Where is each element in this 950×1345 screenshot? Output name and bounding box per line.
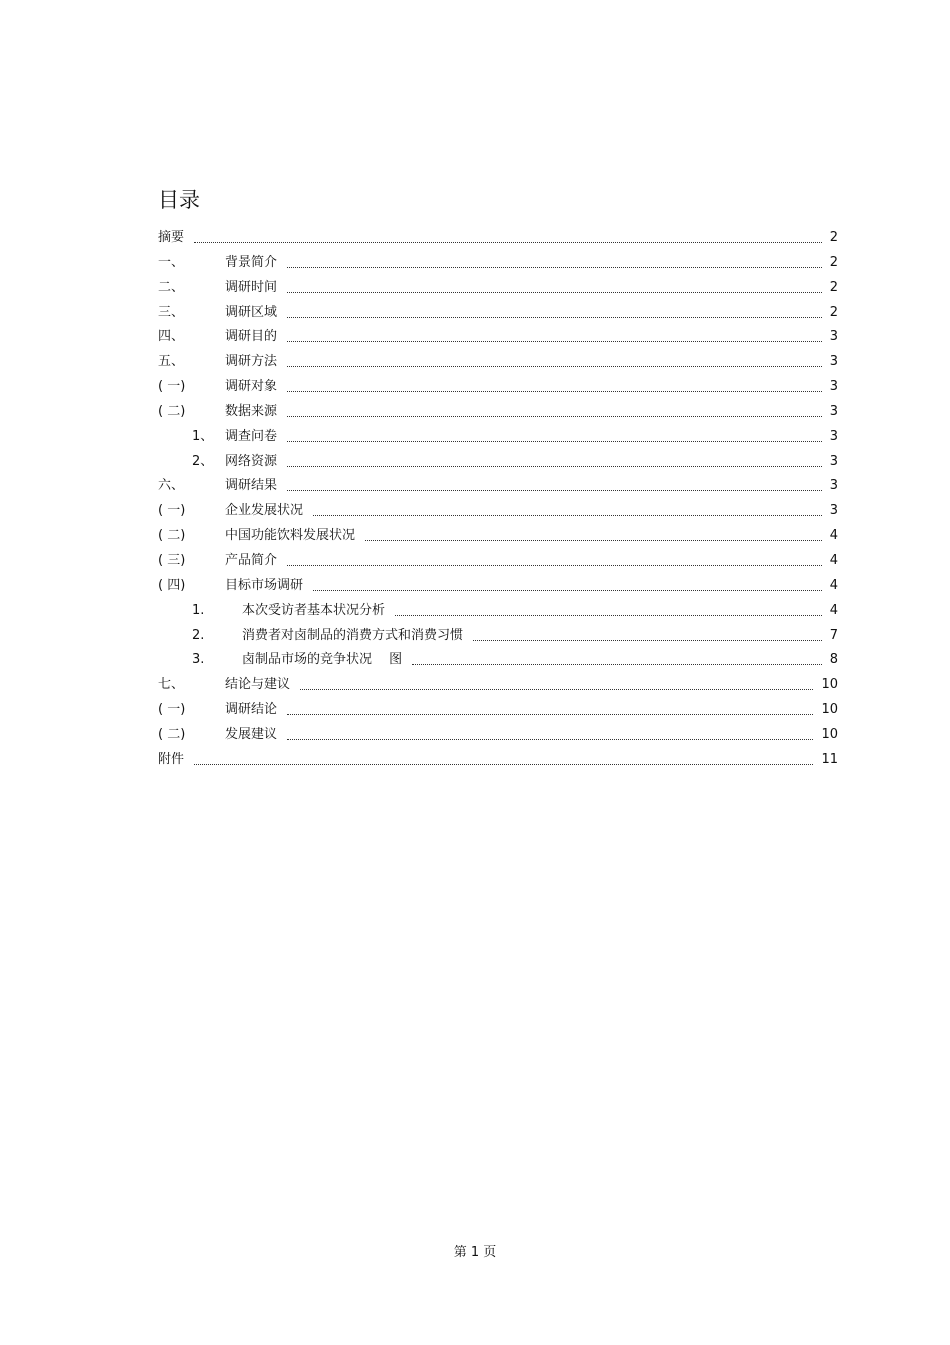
toc-entry-number: 2. <box>192 627 205 643</box>
toc-entry-page: 2 <box>829 304 838 320</box>
toc-entry-label: 调研区域 <box>225 301 279 326</box>
toc-entry-number: ( 二) <box>158 528 186 544</box>
toc-entry[interactable] <box>158 450 838 475</box>
toc-entry-page: 3 <box>829 379 838 395</box>
toc-entry-number: ( 一) <box>158 702 186 718</box>
toc-entry-number: ( 三) <box>158 552 186 568</box>
toc-entry[interactable] <box>158 350 838 375</box>
toc-dot-leader <box>300 689 813 690</box>
toc-entry[interactable] <box>158 624 838 649</box>
toc-dot-leader <box>287 391 822 392</box>
toc-entry-number: ( 二) <box>158 726 186 742</box>
toc-entry-label: 中国功能饮料发展状况 <box>225 524 357 549</box>
toc-entry[interactable] <box>158 599 838 624</box>
toc-entry-page: 10 <box>821 702 838 718</box>
toc-entry-label: 数据来源 <box>225 400 279 425</box>
toc-dot-leader <box>287 267 822 268</box>
toc-entry-number: 3. <box>192 652 205 668</box>
toc-entry[interactable] <box>158 251 838 276</box>
toc-entry-label: 附件 <box>158 748 186 773</box>
toc-entry-label: 摘要 <box>158 226 186 251</box>
toc-entry[interactable] <box>158 648 838 673</box>
toc-entry-page: 2 <box>829 230 838 245</box>
toc-entry-page: 3 <box>829 403 838 419</box>
toc-dot-leader <box>395 615 822 616</box>
toc-entry[interactable] <box>158 723 838 748</box>
toc-entry-label: 调研方法 <box>225 350 279 375</box>
toc-dot-leader <box>287 565 822 566</box>
toc-entry-label: 目标市场调研 <box>225 574 305 599</box>
toc-dot-leader <box>287 317 822 318</box>
toc-entry-page: 8 <box>829 652 838 668</box>
toc-entry[interactable] <box>158 673 838 698</box>
toc-entry-label: 产品简介 <box>225 549 279 574</box>
toc-entry-page: 3 <box>829 428 838 444</box>
toc-entry-label: 卤制品市场的竞争状况 图 <box>242 648 404 673</box>
toc-entry-page: 4 <box>829 552 838 568</box>
toc-entry[interactable] <box>158 499 838 524</box>
toc-dot-leader <box>287 292 822 293</box>
toc-dot-leader <box>287 714 813 715</box>
toc-entry-number: 五、 <box>158 354 185 370</box>
page-footer: 第 1 页 <box>453 1245 497 1260</box>
toc-entry[interactable] <box>158 325 838 350</box>
toc-entry-label: 调研时间 <box>225 276 279 301</box>
toc-dot-leader <box>313 515 822 516</box>
toc-entry-page: 11 <box>821 751 838 767</box>
toc-entry-label: 调查问卷 <box>225 425 279 450</box>
toc-entry-page: 3 <box>829 503 838 519</box>
toc-dot-leader <box>287 341 822 342</box>
toc-dot-leader <box>194 242 822 243</box>
toc-entry[interactable] <box>158 301 838 326</box>
toc-entry-label: 企业发展状况 <box>225 499 305 524</box>
toc-dot-leader <box>365 540 822 541</box>
toc-dot-leader <box>412 664 822 665</box>
toc-entry[interactable] <box>158 524 838 549</box>
toc-entry[interactable] <box>158 748 838 773</box>
toc-entry-page: 10 <box>821 726 838 742</box>
toc-dot-leader <box>287 739 813 740</box>
toc-entry-number: 2、 <box>192 453 214 469</box>
toc-entry-label: 调研结果 <box>225 474 279 499</box>
toc-entry[interactable] <box>158 276 838 301</box>
toc-entry-number: 一、 <box>158 254 185 270</box>
toc-entry-label: 背景简介 <box>225 251 279 276</box>
toc-entry-page: 3 <box>829 453 838 469</box>
toc-entry-page: 3 <box>829 354 838 370</box>
toc-entry-label: 调研结论 <box>225 698 279 723</box>
toc-entry-number: 七、 <box>158 677 185 693</box>
toc-entry-page: 7 <box>829 627 838 643</box>
toc-entry-page: 3 <box>829 329 838 345</box>
toc-entry-page: 2 <box>829 254 838 270</box>
toc-dot-leader <box>313 590 822 591</box>
toc-dot-leader <box>287 416 822 417</box>
table-of-contents <box>158 226 838 773</box>
toc-entry[interactable] <box>158 698 838 723</box>
toc-entry-number: 三、 <box>158 304 185 320</box>
toc-dot-leader <box>287 366 822 367</box>
toc-dot-leader <box>287 441 822 442</box>
toc-entry-number: 1、 <box>192 428 214 444</box>
toc-entry-label: 调研目的 <box>225 325 279 350</box>
toc-entry-number: 二、 <box>158 279 185 295</box>
toc-entry-label: 网络资源 <box>225 450 279 475</box>
toc-entry-number: 1. <box>192 602 205 618</box>
toc-entry-number: ( 四) <box>158 577 186 593</box>
toc-entry-label: 本次受访者基本状况分析 <box>242 599 387 624</box>
toc-entry-page: 4 <box>829 577 838 593</box>
toc-entry-label: 结论与建议 <box>225 673 292 698</box>
toc-entry[interactable] <box>158 400 838 425</box>
toc-dot-leader <box>287 466 822 467</box>
toc-entry-page: 3 <box>829 478 838 494</box>
toc-entry[interactable] <box>158 425 838 450</box>
toc-dot-leader <box>287 490 822 491</box>
toc-entry-label: 消费者对卤制品的消费方式和消费习惯 <box>242 624 465 649</box>
toc-entry[interactable] <box>158 375 838 400</box>
toc-entry[interactable] <box>158 574 838 599</box>
toc-entry-number: 六、 <box>158 478 185 494</box>
toc-title: 目录 <box>158 188 200 212</box>
toc-entry[interactable] <box>158 226 838 251</box>
toc-entry-number: ( 二) <box>158 403 186 419</box>
toc-dot-leader <box>473 640 822 641</box>
toc-entry-number: 四、 <box>158 329 185 345</box>
toc-entry-page: 10 <box>821 677 838 693</box>
toc-entry-number: ( 一) <box>158 379 186 395</box>
toc-entry-label: 发展建议 <box>225 723 279 748</box>
toc-entry-page: 4 <box>829 528 838 544</box>
toc-entry[interactable] <box>158 549 838 574</box>
toc-entry-page: 2 <box>829 279 838 295</box>
toc-entry[interactable] <box>158 474 838 499</box>
toc-entry-label: 调研对象 <box>225 375 279 400</box>
toc-entry-page: 4 <box>829 602 838 618</box>
toc-dot-leader <box>194 764 813 765</box>
toc-entry-number: ( 一) <box>158 503 186 519</box>
